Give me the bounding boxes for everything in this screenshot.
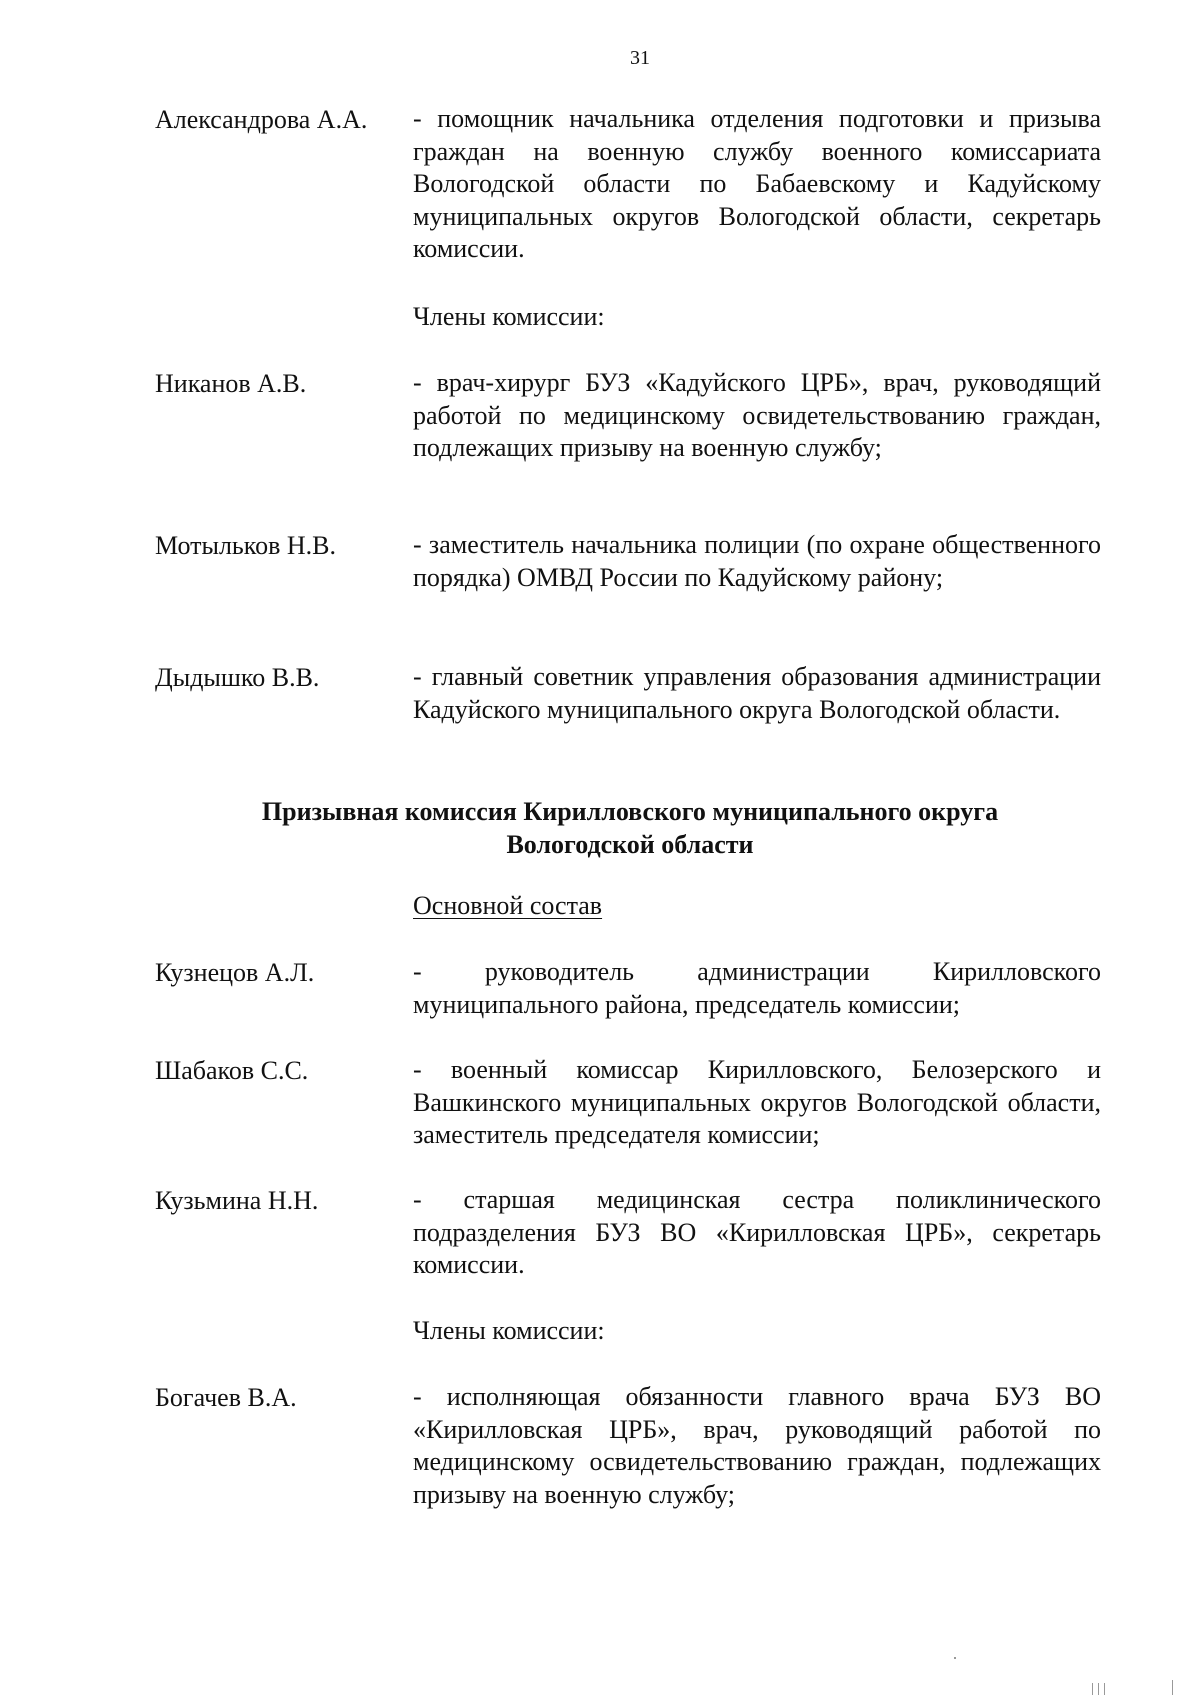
section-title-line: Вологодской области — [506, 830, 754, 859]
page-number: 31 — [630, 47, 650, 69]
member-role: - главный советник управления образования администрации Кадуйского муниципального округа Вологодской области. — [413, 662, 1101, 724]
members-heading: Члены комиссии: — [413, 302, 605, 331]
member-role: - военный комиссар Кирилловского, Белозерского и Вашкинского муниципальных округов Вологодской области, заместитель председателя комиссии; — [413, 1055, 1101, 1149]
member-role: - помощник начальника отделения подготовки и призыва граждан на военную службу военного комиссариата Вологодской области по Бабаевскому и Кадуйскому муниципальных округов Вологодской области, секретарь комиссии. — [413, 104, 1101, 263]
member-role: - заместитель начальника полиции (по охране общественного порядка) ОМВД России по Кадуйскому району; — [413, 530, 1101, 592]
member-name: Дыдышко В.В. — [155, 663, 320, 692]
scan-mark-line — [1172, 1680, 1173, 1695]
member-role: - исполняющая обязанности главного врача БУЗ ВО «Кирилловская ЦРБ», врач, руководящий работой по медицинскому освидетельствованию граждан, подлежащих призыву на военную службу; — [413, 1382, 1101, 1509]
member-name: Мотыльков Н.В. — [155, 531, 336, 560]
main-composition-heading: Основной состав — [413, 891, 603, 920]
member-name: Кузнецов А.Л. — [155, 958, 315, 987]
member-name: Кузьмина Н.Н. — [155, 1186, 319, 1215]
member-role: - врач-хирург БУЗ «Кадуйского ЦРБ», врач, руководящий работой по медицинскому освидетельствованию граждан, подлежащих призыву на военную службу; — [413, 368, 1101, 462]
scan-mark-line — [1104, 1683, 1105, 1695]
member-name: Никанов А.В. — [155, 369, 307, 398]
section-title — [155, 795, 1105, 861]
scan-mark-line — [1092, 1683, 1093, 1695]
member-role: - руководитель администрации Кирилловского муниципального района, председатель комиссии; — [413, 957, 1101, 1019]
section-title-line: Призывная комиссия Кирилловского муниципального округа — [261, 797, 999, 826]
member-name: Шабаков С.С. — [155, 1056, 309, 1085]
scan-dot — [954, 1657, 956, 1659]
scan-mark-line — [1098, 1683, 1099, 1695]
members-heading: Члены комиссии: — [413, 1316, 605, 1345]
member-role: - старшая медицинская сестра поликлинического подразделения БУЗ ВО «Кирилловская ЦРБ», секретарь комиссии. — [413, 1185, 1101, 1279]
member-name: Александрова А.А. — [155, 105, 368, 134]
member-name: Богачев В.А. — [155, 1383, 297, 1412]
